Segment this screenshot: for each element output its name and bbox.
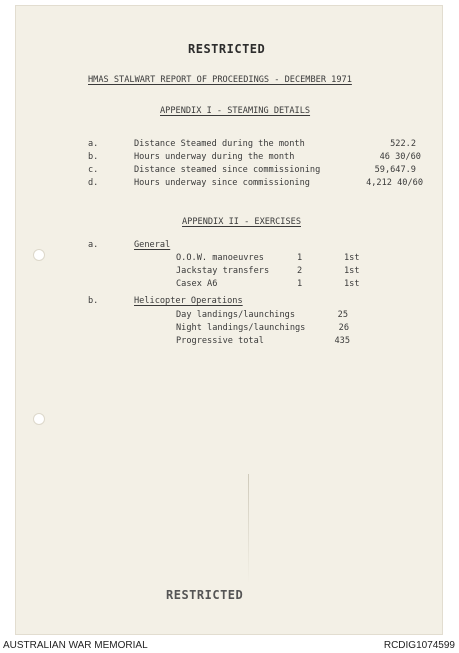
punch-hole bbox=[33, 413, 45, 425]
item-letter: a. bbox=[88, 139, 99, 149]
helicopter-label: Night landings/launchings bbox=[176, 323, 306, 333]
appendix2-title: APPENDIX II - EXERCISES bbox=[182, 217, 301, 227]
restricted-stamp-top: RESTRICTED bbox=[188, 42, 266, 56]
item-value: 522.2 bbox=[390, 139, 416, 149]
report-title: HMAS STALWART REPORT OF PROCEEDINGS - DECEMBER 1971 bbox=[88, 75, 352, 85]
helicopter-heading: Helicopter Operations bbox=[134, 296, 243, 306]
exercise-rank: 1st bbox=[344, 266, 360, 276]
helicopter-value: 26 bbox=[338, 323, 349, 333]
exercise-label: O.O.W. manoeuvres bbox=[176, 253, 264, 263]
item-label: Distance steamed since commissioning bbox=[134, 165, 321, 175]
item-value: 46 30/60 bbox=[379, 152, 421, 162]
exercise-count: 1 bbox=[297, 279, 303, 289]
punch-hole bbox=[33, 249, 45, 261]
item-label: Hours underway during the month bbox=[134, 152, 295, 162]
section-letter: b. bbox=[88, 296, 99, 306]
footer-id: RCDIG1074599 bbox=[383, 640, 455, 651]
exercise-count: 1 bbox=[297, 253, 303, 263]
exercise-rank: 1st bbox=[344, 279, 360, 289]
helicopter-value: 25 bbox=[337, 310, 348, 320]
exercise-count: 2 bbox=[297, 266, 303, 276]
exercise-label: Jackstay transfers bbox=[176, 266, 270, 276]
restricted-stamp-bottom: RESTRICTED bbox=[166, 588, 244, 602]
item-value: 59,647.9 bbox=[374, 165, 416, 175]
document-page bbox=[16, 6, 442, 634]
general-heading: General bbox=[134, 240, 171, 250]
item-letter: d. bbox=[88, 178, 99, 188]
footer-source: AUSTRALIAN WAR MEMORIAL bbox=[3, 640, 148, 651]
section-letter: a. bbox=[88, 240, 99, 250]
helicopter-value: 435 bbox=[334, 336, 350, 346]
exercise-rank: 1st bbox=[344, 253, 360, 263]
fold-mark bbox=[248, 474, 249, 584]
item-value: 4,212 40/60 bbox=[366, 178, 423, 188]
item-label: Hours underway since commissioning bbox=[134, 178, 310, 188]
item-letter: b. bbox=[88, 152, 99, 162]
appendix1-title: APPENDIX I - STEAMING DETAILS bbox=[160, 106, 311, 116]
exercise-label: Casex A6 bbox=[176, 279, 218, 289]
item-label: Distance Steamed during the month bbox=[134, 139, 305, 149]
helicopter-label: Progressive total bbox=[176, 336, 264, 346]
helicopter-label: Day landings/launchings bbox=[176, 310, 295, 320]
item-letter: c. bbox=[88, 165, 99, 175]
